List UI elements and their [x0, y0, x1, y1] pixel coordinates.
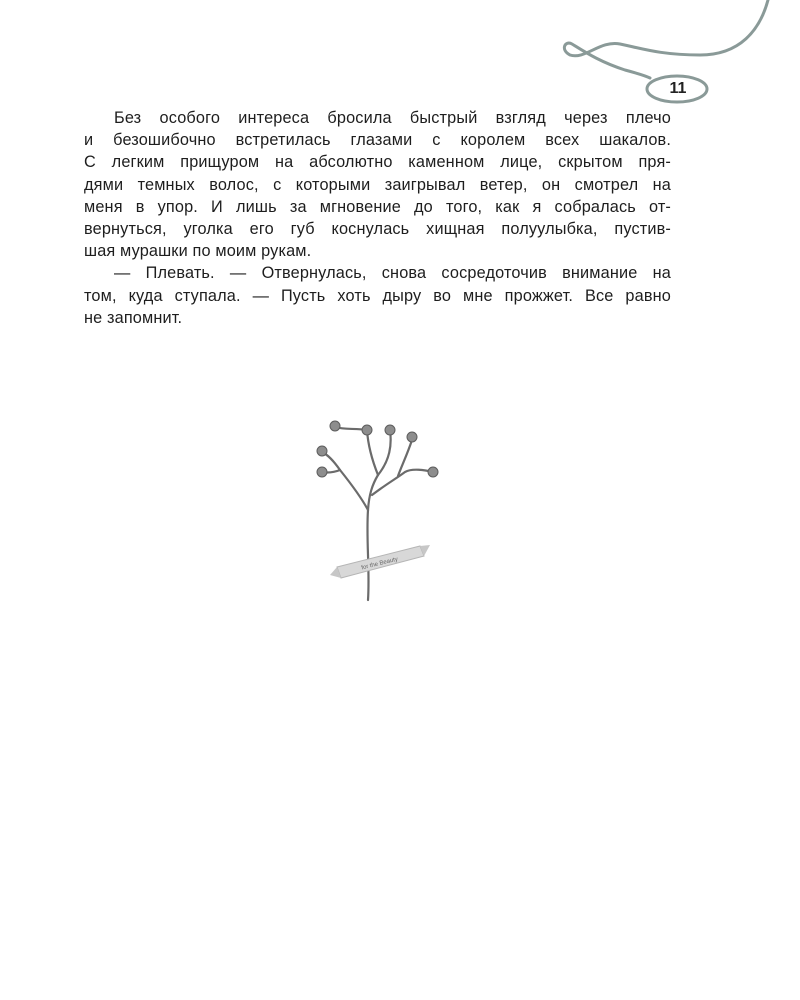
ribbon-text: for the Beauty — [360, 556, 399, 572]
flower-head — [407, 432, 417, 442]
text-line: и безошибочно встретилась глазами с королем всех шакалов. — [84, 131, 671, 150]
text-line: Без особого интереса бросила быстрый взгляд через плечо — [114, 109, 671, 127]
text-line: вернуться, уголка его губ коснулась хищная полуулыбка, пустив- — [84, 219, 671, 238]
ribbon-banner — [330, 545, 430, 578]
text-line: не запомнит. — [84, 308, 183, 327]
flower-head — [385, 425, 395, 435]
text-line: — Плевать. — Отвернулась, снова сосредоточив внимание на — [114, 264, 671, 283]
flower-head — [428, 467, 438, 477]
flower-head — [362, 425, 372, 435]
text-line: дями темных волос, с которыми заигрывал ветер, он смотрел на — [84, 175, 671, 194]
flower-heads — [317, 421, 438, 477]
flower-head — [317, 446, 327, 456]
flower-head — [330, 421, 340, 431]
flower-head — [317, 467, 327, 477]
page-number: 11 — [669, 80, 687, 97]
text-line: том, куда ступала. — Пусть хоть дыру во мне прожжет. Все равно — [84, 286, 671, 305]
text-line: С легким прищуром на абсолютно каменном лице, скрытом пря- — [84, 153, 671, 172]
text-line: шая мурашки по моим рукам. — [84, 242, 312, 261]
text-line: меня в упор. И лишь за мгновение до того, как я собралась от- — [84, 197, 671, 216]
